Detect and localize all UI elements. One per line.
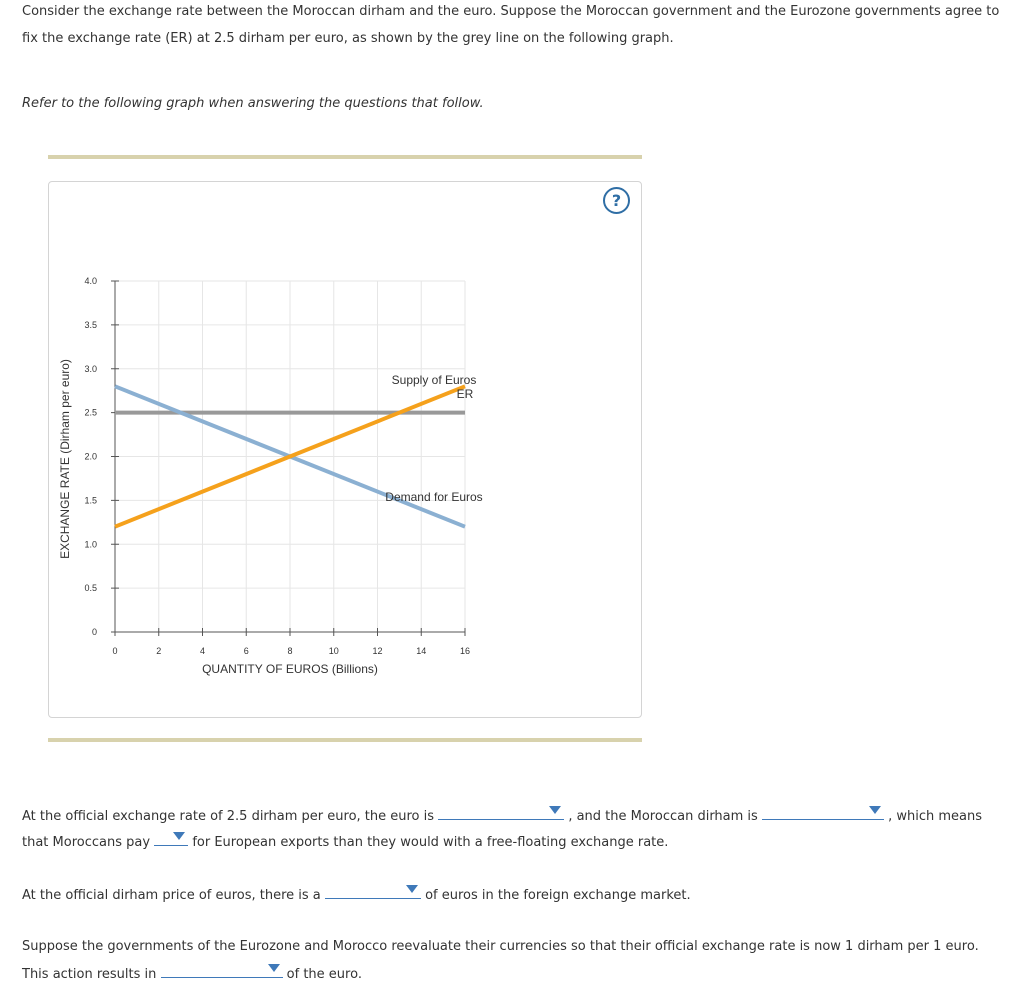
series-label-demand-for-euros: Demand for Euros: [385, 490, 483, 504]
x-tick-label: 8: [287, 646, 293, 656]
chevron-down-icon: [173, 832, 185, 840]
y-tick-label: 4.0: [84, 276, 97, 286]
series-label-er: ER: [456, 387, 474, 401]
q1-text-b: , and the Moroccan dirham is: [568, 809, 758, 824]
x-tick-label: 4: [199, 646, 206, 656]
q1-text-c: , which means: [888, 809, 983, 824]
question-3-line-1: Suppose the governments of the Eurozone and Morocco reevaluate their currencies so that their official exchange rate is now 1 dirham per 1 euro.: [22, 939, 979, 954]
q2-text-b: of euros in the foreign exchange market.: [425, 888, 691, 903]
dropdown-euro-valuation[interactable]: [438, 803, 564, 820]
x-tick-label: 2: [156, 646, 162, 656]
intro-line-2: fix the exchange rate (ER) at 2.5 dirham per euro, as shown by the grey line on the following graph.: [22, 31, 674, 46]
chevron-down-icon: [869, 806, 881, 814]
dropdown-surplus-shortage[interactable]: [325, 882, 421, 899]
intro-line-1: Consider the exchange rate between the Moroccan dirham and the euro. Suppose the Moroccan government and the Eurozone governments agree to: [22, 4, 1000, 19]
x-tick-label: 14: [416, 646, 427, 656]
dropdown-pay-more-less[interactable]: [154, 829, 188, 846]
q3-text-a: This action results in: [22, 967, 157, 982]
q2-text-a: At the official dirham price of euros, there is a: [22, 888, 321, 903]
question-1-line-2: [22, 829, 668, 856]
chevron-down-icon: [268, 964, 280, 972]
x-tick-label: 16: [459, 646, 471, 656]
q1-text-a: At the official exchange rate of 2.5 dirham per euro, the euro is: [22, 809, 435, 824]
y-tick-label: 1.0: [84, 539, 97, 550]
y-tick-label: 2.5: [84, 407, 97, 418]
bottom-divider: [48, 738, 642, 742]
dropdown-dirham-valuation[interactable]: [762, 803, 884, 820]
question-2: [22, 882, 691, 909]
y-tick-label: 3.0: [84, 363, 97, 374]
x-tick-label: 10: [328, 646, 339, 656]
refer-instruction: Refer to the following graph when answering the questions that follow.: [22, 96, 484, 111]
y-axis-label: EXCHANGE RATE (Dirham per euro): [58, 359, 72, 559]
dropdown-revaluation-result[interactable]: [161, 961, 283, 978]
question-1-line-1: [22, 803, 982, 830]
q1-text-e: for European exports than they would with a free-floating exchange rate.: [192, 835, 669, 850]
chevron-down-icon: [549, 806, 561, 814]
y-tick-label: 3.5: [84, 319, 97, 330]
q1-text-d: that Moroccans pay: [22, 835, 151, 850]
chart-labels: [58, 276, 483, 676]
q3-text-b: of the euro.: [286, 967, 362, 982]
y-tick-label: 1.5: [84, 495, 97, 506]
y-tick-label: 0: [91, 627, 97, 637]
question-3-line-2: [22, 961, 362, 988]
y-tick-label: 2.0: [84, 451, 97, 462]
help-icon[interactable]: ?: [603, 187, 630, 214]
chevron-down-icon: [406, 885, 418, 893]
y-tick-label: 0.5: [84, 583, 97, 594]
x-tick-label: 0: [112, 646, 118, 656]
series-label-supply-of-euros: Supply of Euros: [391, 373, 477, 387]
x-axis-label: QUANTITY OF EUROS (Billions): [202, 662, 378, 676]
x-tick-label: 6: [243, 646, 249, 656]
x-tick-label: 12: [372, 646, 383, 656]
